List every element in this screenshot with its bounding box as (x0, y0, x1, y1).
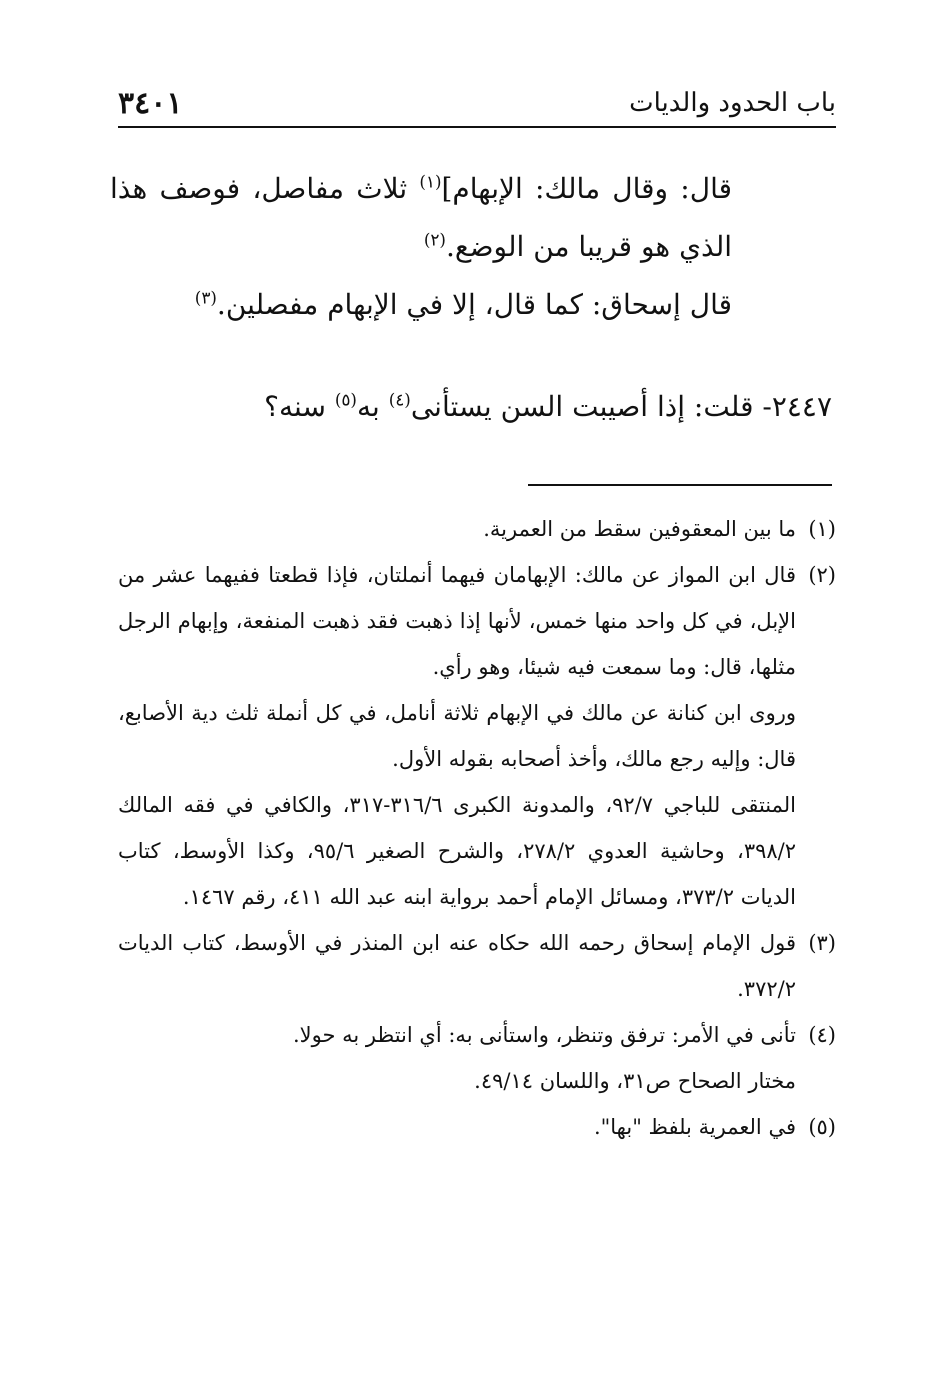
main-text (110, 160, 732, 334)
footnote-number: (٤) (808, 1023, 836, 1047)
chapter-title: باب الحدود والديات (629, 88, 836, 118)
footnote-number: (٣) (808, 931, 836, 955)
footnote-1 (118, 506, 836, 552)
footnote-text: تأنى في الأمر: ترفق وتنظر، واستأنى به: أي انتظر به حولا. (292, 1023, 796, 1047)
footnote-ref-4: (٤) (388, 389, 411, 410)
footnote-2 (118, 552, 836, 920)
footnote-ref-1: (١) (419, 171, 442, 192)
footnote-5 (118, 1104, 836, 1150)
page-number: ٣٤٠١ (118, 86, 183, 121)
footnote-number: (٥) (808, 1115, 836, 1139)
main-paragraph-2-text: قال إسحاق: كما قال، إلا في الإبهام مفصلين. (216, 288, 732, 321)
page-header (118, 86, 836, 128)
footnote-ref-2: (٢) (423, 229, 446, 250)
footnote-text: المنتقى للباجي ٩٢/٧، والمدونة الكبرى ٣١٦/٦-٣١٧، والكافي في فقه المالك ٣٩٨/٢، وحاشية العدوي ٢٧٨/٢، والشرح الصغير ٩٥/٦، وكذا الأوسط، كتاب الديات ٣٧٣/٢، ومسائل الإمام أحمد برواية ابنه عبد الله ٤١١، رقم ١٤٦٧. (118, 793, 797, 909)
footnote-4 (118, 1012, 836, 1104)
footnote-ref-3: (٣) (194, 287, 217, 308)
footnote-separator (528, 484, 832, 486)
footnote-text: قال ابن المواز عن مالك: الإبهامان فيهما أنملتان، فإذا قطعتا ففيهما عشر من الإبل، في كل واحد منها خمس، لأنها إذا ذهبت فقد ذهبت المنفعة، وإبهام الرجل مثلها، قال: وما سمعت فيه شيئا، وهو رأي. (118, 563, 796, 679)
footnote-text: قول الإمام إسحاق رحمه الله حكاه عنه ابن المنذر في الأوسط، كتاب الديات ٣٧٢/٢. (118, 931, 796, 1001)
footnote-text: وروى ابن كنانة عن مالك في الإبهام ثلاثة أنامل، في كل أنملة ثلث دية الأصابع، قال: وإليه رجع مالك، وأخذ أصحابه بقوله الأول. (118, 701, 796, 771)
footnote-number: (٢) (808, 563, 836, 587)
main-paragraph-1 (110, 160, 732, 276)
footnote-3 (118, 920, 836, 1012)
main-paragraph-1-text-a: قال: وقال مالك: الإبهام] (441, 172, 732, 205)
footnote-text: ما بين المعقوفين سقط من العمرية. (483, 517, 796, 541)
main-paragraph-2 (110, 276, 732, 334)
question-text-a: ٢٤٤٧- قلت: إذا أصيبت السن يستأنى (410, 390, 832, 423)
question-2447 (110, 378, 832, 436)
footnote-ref-5: (٥) (334, 389, 357, 410)
footnotes (118, 506, 836, 1150)
question-text-b: به (356, 390, 389, 423)
footnote-text: مختار الصحاح ص٣١، واللسان ٤٩/١٤. (474, 1069, 796, 1093)
main-paragraph-1-text-b: ثلاث مفاصل، فوصف هذا الذي هو قريبا من الوضع. (110, 172, 732, 263)
question-text-c: سنه؟ (264, 390, 335, 423)
footnote-number: (١) (808, 517, 836, 541)
footnote-text: في العمرية بلفظ "بها". (593, 1115, 796, 1139)
